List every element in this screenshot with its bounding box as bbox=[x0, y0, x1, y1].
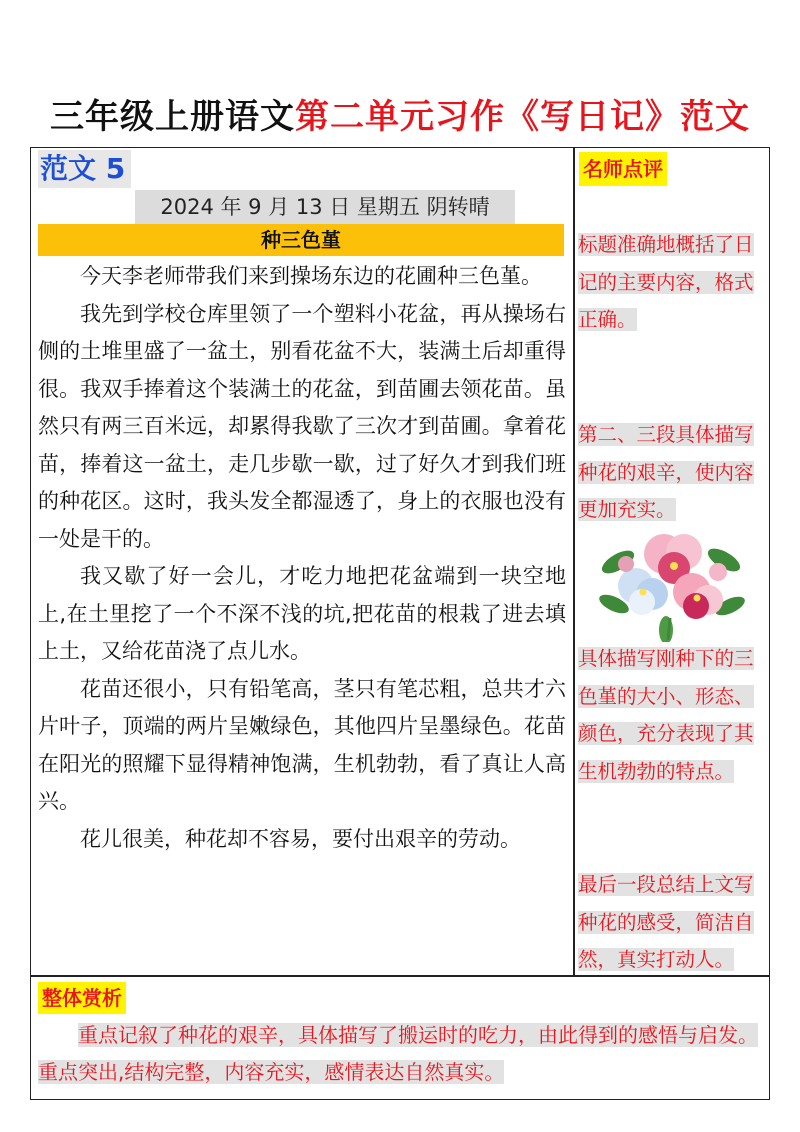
comment-2 bbox=[578, 416, 764, 529]
summary-title: 整体赏析 bbox=[38, 982, 126, 1014]
essay-paragraph-4: 花苗还很小，只有铅笔高，茎只有笔芯粗，总共才六片叶子，顶端的两片呈嫩绿色，其他四片呈墨绿色。花苗在阳光的照耀下显得精神饱满，生机勃勃，看了真让人高兴。 bbox=[38, 676, 566, 813]
page-title bbox=[0, 92, 800, 142]
essay-paragraph-5: 花儿很美，种花却不容易，要付出艰辛的劳动。 bbox=[80, 826, 521, 851]
comment-4 bbox=[578, 866, 764, 979]
summary-text: 重点记叙了种花的艰辛，具体描写了搬运时的吃力，由此得到的感悟与启发。重点突出,结构完整，内容充实，感情表达自然真实。 bbox=[38, 1023, 758, 1084]
comment-2-text: 第二、三段具体描写种花的艰辛，使内容更加充实。 bbox=[578, 423, 754, 521]
comment-1 bbox=[578, 226, 764, 339]
title-part-black: 三年级上册语文 bbox=[50, 97, 295, 137]
essay-label: 范文 5 bbox=[38, 150, 131, 188]
comment-4-text: 最后一段总结上文写种花的感受，简洁自然，真实打动人。 bbox=[578, 873, 754, 971]
essay-body bbox=[38, 258, 566, 858]
comment-1-text: 标题准确地概括了日记的主要内容，格式正确。 bbox=[578, 233, 754, 331]
comment-3-text: 具体描写刚种下的三色堇的大小、形态、颜色，充分表现了其生机勃勃的特点。 bbox=[578, 647, 754, 783]
essay-paragraph-3: 我又歇了好一会儿，才吃力地把花盆端到一块空地上,在土里挖了一个不深不浅的坑,把花苗的根栽了进去填上土，又给花苗浇了点儿水。 bbox=[38, 564, 566, 663]
summary-paragraph bbox=[38, 1017, 766, 1091]
diary-date-line: 2024 年 9 月 13 日 星期五 阴转晴 bbox=[135, 190, 515, 224]
essay-paragraph-2: 我先到学校仓库里领了一个塑料小花盆，再从操场右侧的土堆里盛了一盆土，别看花盆不大，装满土后却重得很。我双手捧着这个装满土的花盆，到苗圃去领花苗。虽然只有两三百米远，却累得我歇了三次才到苗圃。拿着花苗，捧着这一盆土，走几步歇一歇，过了好久才到我们班的种花区。这时，我头发全都湿透了，身上的衣服也没有一处是干的。 bbox=[38, 301, 566, 551]
pansy-flower-illustration bbox=[596, 522, 746, 642]
essay-paragraph-1: 今天李老师带我们来到操场东边的花圃种三色堇。 bbox=[80, 264, 542, 288]
comments-title: 名师点评 bbox=[579, 152, 667, 186]
comment-3 bbox=[578, 640, 764, 790]
column-divider bbox=[573, 147, 575, 976]
title-part-red: 第二单元习作《写日记》范文 bbox=[295, 97, 750, 137]
essay-headline: 种三色堇 bbox=[38, 224, 564, 256]
